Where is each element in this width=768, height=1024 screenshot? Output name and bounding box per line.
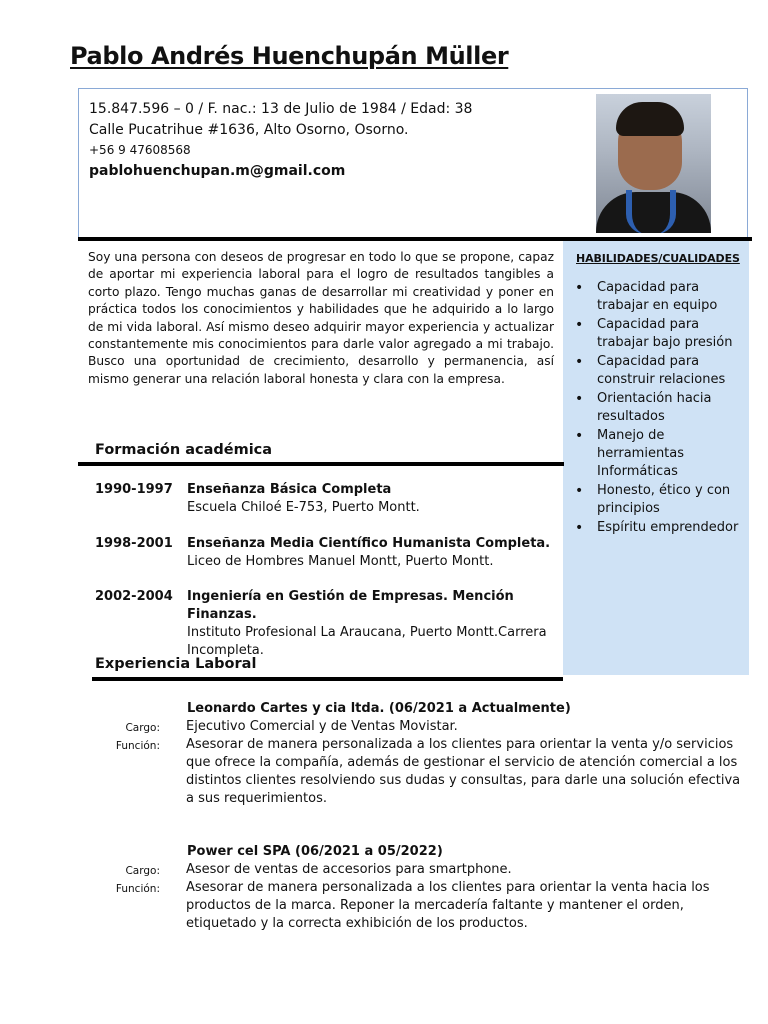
experience-divider bbox=[92, 677, 563, 681]
cargo-label: Cargo: bbox=[125, 865, 160, 877]
id-birth-age: 15.847.596 – 0 / F. nac.: 13 de Julio de 1984 / Edad: 38 bbox=[89, 101, 473, 117]
funcion-label: Función: bbox=[115, 883, 160, 895]
experience-heading: Experiencia Laboral bbox=[95, 656, 257, 672]
address: Calle Pucatrihue #1636, Alto Osorno, Osorno. bbox=[89, 122, 409, 138]
skill-item: • Capacidad para trabajar en equipo bbox=[573, 279, 743, 315]
education-years: 1998-2001 bbox=[95, 536, 173, 551]
skills-list bbox=[573, 279, 743, 538]
job-funcion: Asesorar de manera personalizada a los clientes para orientar la venta hacia los productos de la marca. Reponer la mercadería faltante y mantener el orden, etiquetado y la correcta exhibición de los productos. bbox=[186, 880, 710, 931]
education-heading: Formación académica bbox=[95, 442, 273, 458]
profile-summary: Soy una persona con deseos de progresar en todo lo que se propone, capaz de aportar mi experiencia laboral para el logro de resultados tangibles a corto plazo. Tengo muchas ganas de desarrollar mi creatividad y poner en práctica todos los conocimientos y habilidades que he adquirido a lo largo de mi vida laboral. Así mismo deseo adquirir mayor experiencia y actualizar constantemente mis conocimientos para darle valor agregado a mi trabajo. Busco una oportunidad de crecimiento, desarrollo y permanencia, así mismo generar una relación laboral honesta y clara con la empresa. bbox=[88, 250, 554, 386]
phone: +56 9 47608568 bbox=[89, 143, 191, 157]
skill-item: • Manejo de herramientas Informáticas bbox=[573, 427, 743, 481]
candidate-name: Pablo Andrés Huenchupán Müller bbox=[70, 42, 509, 70]
funcion-label: Función: bbox=[115, 740, 160, 752]
education-years: 1990-1997 bbox=[95, 482, 173, 497]
skill-item: • Capacidad para trabajar bajo presión bbox=[573, 316, 743, 352]
skill-item: • Espíritu emprendedor bbox=[573, 519, 743, 537]
skill-item: • Capacidad para construir relaciones bbox=[573, 353, 743, 389]
job-company: Power cel SPA (06/2021 a 05/2022) bbox=[187, 844, 443, 859]
education-years: 2002-2004 bbox=[95, 589, 173, 604]
skill-item: • Honesto, ético y con principios bbox=[573, 482, 743, 518]
education-title: Enseñanza Básica Completa bbox=[187, 482, 392, 497]
job-company: Leonardo Cartes y cia ltda. (06/2021 a Actualmente) bbox=[187, 701, 571, 716]
education-detail: Escuela Chiloé E-753, Puerto Montt. bbox=[187, 500, 420, 515]
contact-header-box bbox=[78, 88, 748, 238]
job-cargo: Ejecutivo Comercial y de Ventas Movistar. bbox=[186, 719, 458, 734]
skills-panel bbox=[563, 241, 749, 675]
education-detail: Instituto Profesional La Araucana, Puerto Montt.Carrera Incompleta. bbox=[187, 625, 547, 658]
education-title: Ingeniería en Gestión de Empresas. Mención Finanzas. bbox=[187, 589, 514, 622]
skill-item: • Orientación hacia resultados bbox=[573, 390, 743, 426]
education-detail: Liceo de Hombres Manuel Montt, Puerto Montt. bbox=[187, 554, 494, 569]
job-cargo: Asesor de ventas de accesorios para smartphone. bbox=[186, 862, 512, 877]
education-title: Enseñanza Media Científico Humanista Completa. bbox=[187, 536, 551, 551]
education-divider bbox=[78, 462, 564, 466]
skills-title: HABILIDADES/CUALIDADES bbox=[576, 252, 740, 265]
job-funcion: Asesorar de manera personalizada a los clientes para orientar la venta y/o servicios que ofrece la compañía, además de gestionar el servicio de atención comercial a los distintos clientes resolviendo sus dudas y consultas, para darle una solución efectiva a sus requerimientos. bbox=[186, 737, 741, 806]
contact-info bbox=[89, 99, 472, 182]
email: pablohuenchupan.m@gmail.com bbox=[89, 163, 346, 179]
profile-photo bbox=[596, 94, 711, 233]
cargo-label: Cargo: bbox=[125, 722, 160, 734]
